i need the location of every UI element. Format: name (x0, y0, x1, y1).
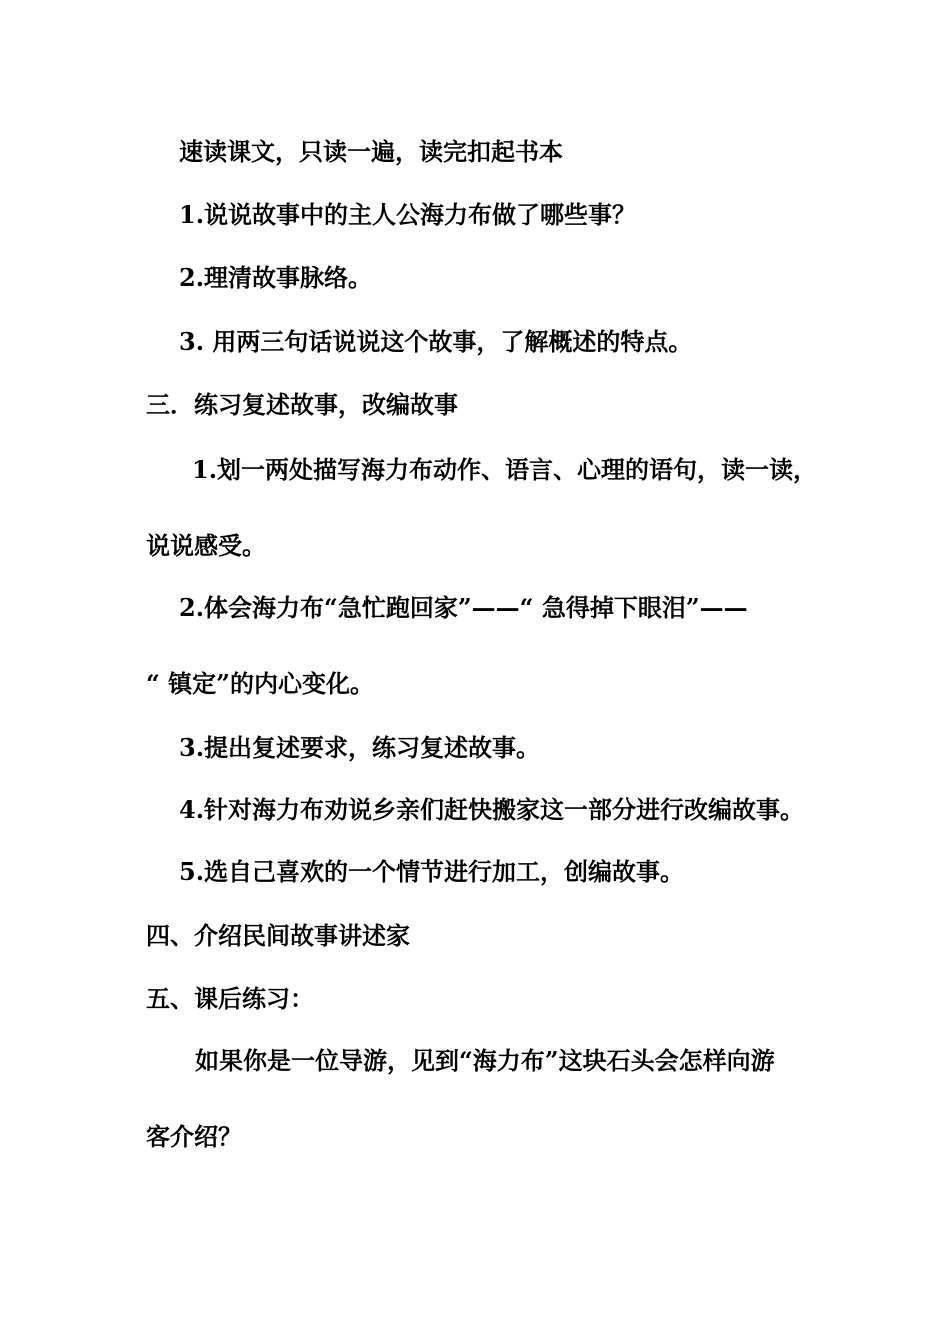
text-line-3: 2.理清故事脉络。 (179, 263, 373, 292)
text-line-12: 5.选自己喜欢的一个情节进行加工，创编故事。 (179, 857, 685, 886)
section-heading-4: 四、介绍民间故事讲述家 (146, 921, 410, 950)
text-line-7: 说说感受。 (146, 531, 266, 560)
text-line-4: 3. 用两三句话说说这个故事，了解概述的特点。 (179, 327, 693, 356)
text-line-1: 速读课文，只读一遍，读完扣起书本 (179, 137, 563, 166)
text-line-2: 1.说说故事中的主人公海力布做了哪些事？ (179, 200, 637, 229)
text-line-10: 3.提出复述要求，练习复述故事。 (179, 733, 541, 762)
section-heading-3: 三．练习复述故事，改编故事 (146, 390, 458, 419)
text-line-16: 客介绍？ (146, 1122, 242, 1151)
text-line-8: 2.体会海力布“急忙跑回家”——“ 急得掉下眼泪”—— (179, 593, 748, 622)
section-heading-5: 五、课后练习： (146, 984, 314, 1013)
text-line-15: 如果你是一位导游，见到“海力布”这块石头会怎样向游 (195, 1046, 775, 1075)
text-line-6: 1.划一两处描写海力布动作、语言、心理的语句，读一读， (192, 455, 818, 484)
text-line-11: 4.针对海力布劝说乡亲们赶快搬家这一部分进行改编故事。 (179, 795, 805, 824)
text-line-9: “ 镇定”的内心变化。 (146, 669, 374, 698)
